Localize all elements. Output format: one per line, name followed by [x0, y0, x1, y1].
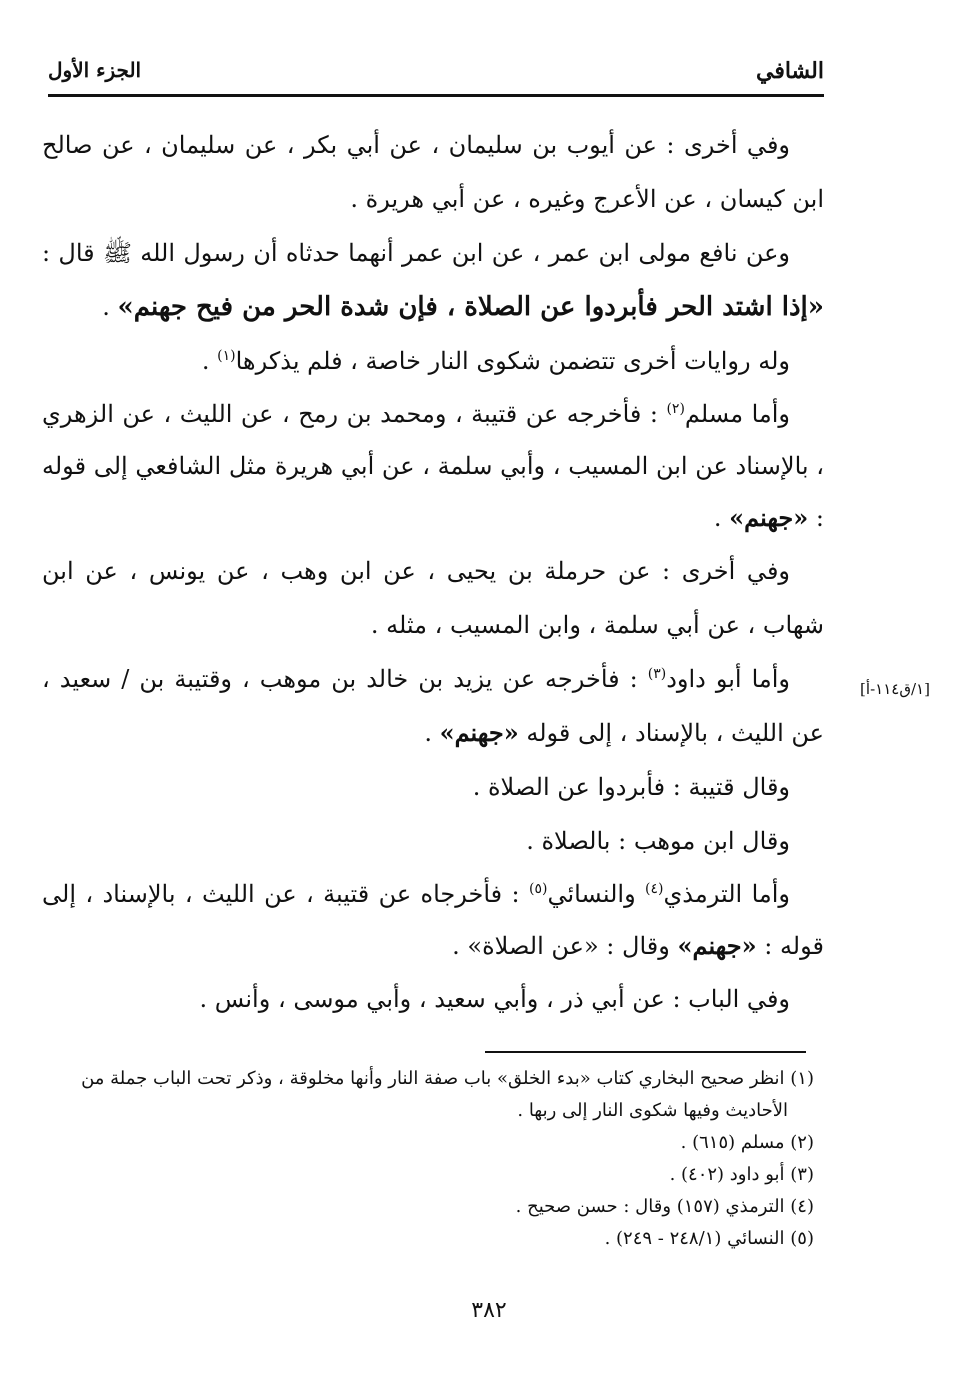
footnotes — [42, 1064, 814, 1256]
footnote: (١) انظر صحيح البخاري كتاب «بدء الخلق» باب صفة النار وأنها مخلوقة ، وذكر تحت الباب جملة من — [81, 1068, 814, 1089]
paragraph: وأما الترمذي$^{(٤)}$ والنسائي$^{(٥)}$ : فأخرجاه عن قتيبة ، عن الليث ، بالإسناد ، إلى قوله : «جهنم» وقال : «عن الصلاة» . — [42, 880, 824, 960]
paragraph: وفي الباب : عن أبي ذر ، وأبي سعيد ، وأبي موسى ، وأنس . — [199, 985, 790, 1013]
paragraph: وأما أبو داود$^{(٣)}$ : فأخرجه عن يزيد بن خالد بن موهب ، وقتيبة بن / سعيد ، عن الليث ، بالإسناد ، إلى قوله «جهنم» . — [42, 665, 824, 747]
footnote-continuation: الأحاديث وفيها شكوى النار إلى ربها . — [517, 1100, 788, 1121]
hadith-quote: «إذا اشتد الحر فأبردوا عن الصلاة ، فإن شدة الحر من فيح جهنم» — [117, 292, 824, 322]
footnote: (٤) الترمذي (١٥٧) وقال : حسن صحيح . — [515, 1196, 814, 1217]
footnote: (٢) مسلم (٦١٥) . — [680, 1132, 814, 1153]
bold-word: «جهنم» — [439, 718, 519, 747]
footnote-ref[interactable]: (٥) — [528, 881, 548, 897]
footnote-ref[interactable]: (٣) — [647, 666, 667, 682]
book-title: الشافي — [756, 58, 824, 84]
manuscript-folio-note: [١/ق١١٤-أ] — [860, 680, 930, 698]
paragraph: وفي أخرى : عن حرملة بن يحيى ، عن ابن وهب ، عن يونس ، عن ابن شهاب ، عن أبي سلمة ، وابن المسيب ، مثله . — [42, 557, 824, 639]
page-number: ٣٨٢ — [471, 1298, 507, 1323]
paragraph: وقال قتيبة : فأبردوا عن الصلاة . — [472, 773, 790, 801]
running-header — [48, 58, 824, 97]
paragraph: وقال ابن موهب : بالصلاة . — [526, 827, 790, 855]
footnote-ref[interactable]: (٢) — [666, 401, 685, 417]
footnote-ref[interactable]: (١) — [217, 348, 236, 364]
bold-word: «جهنم» — [729, 503, 809, 532]
paragraph: وله روايات أخرى تتضمن شكوى النار خاصة ، فلم يذكرها$^{(١)}$ . — [201, 347, 790, 375]
main-text — [42, 118, 824, 1026]
footnote: (٥) النسائي (٢٤٨/١ - ٢٤٩) . — [604, 1228, 814, 1249]
footnote: (٣) أبو داود (٤٠٢) . — [669, 1164, 814, 1185]
footnote-separator — [485, 1051, 806, 1053]
volume-part: الجزء الأول — [48, 58, 142, 82]
footnote-ref[interactable]: (٤) — [645, 881, 664, 897]
paragraph: وفي أخرى : عن أيوب بن سليمان ، عن أبي بكر ، عن سليمان ، عن صالح ابن كيسان ، عن الأعرج وغيره ، عن أبي هريرة . — [42, 131, 824, 213]
bold-word: «جهنم» — [677, 931, 757, 960]
paragraph: وأما مسلم$^{(٢)}$ : فأخرجه عن قتيبة ، ومحمد بن رمح ، عن الليث ، عن الزهري ، بالإسناد عن ابن المسيب ، وأبي سلمة ، عن أبي هريرة مثل الشافعي إلى قوله : «جهنم» . — [42, 400, 825, 532]
paragraph: وعن نافع مولى ابن عمر ، عن ابن عمر أنهما حدثاه أن رسول الله ﷺ قال : «إذا اشتد الحر فأبردوا عن الصلاة ، فإن شدة الحر من فيح جهنم» . — [42, 239, 824, 322]
